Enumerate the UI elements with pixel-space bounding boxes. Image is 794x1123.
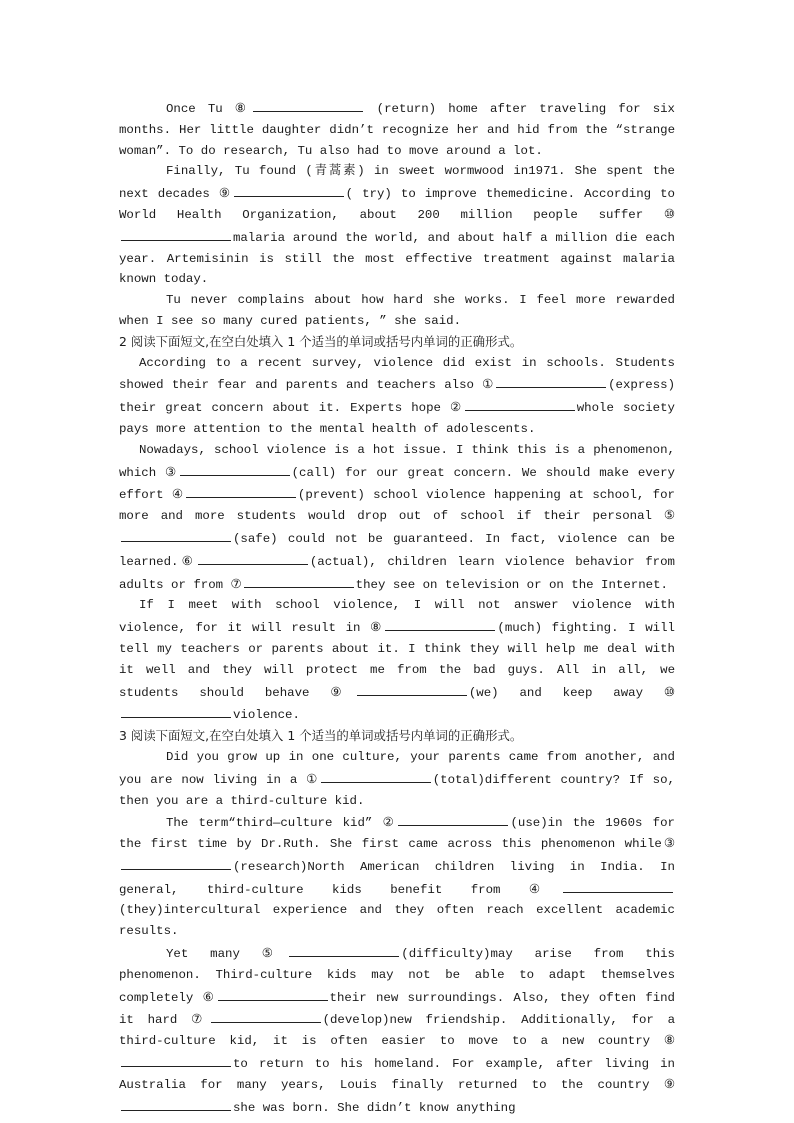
paragraph-text: she was born. She didn’t know anything [233,1100,516,1115]
paragraph-text: (they)intercultural experience and they often reach excellent academic results. [119,903,675,939]
answer-blank[interactable] [563,878,673,893]
paragraph-text: Finally, Tu found (青蒿素) in sweet wormwood in1971. She spent the next decades ⑨ [119,164,675,202]
paragraph-text: (express) their great concern about it. Experts hope ② [119,378,675,416]
answer-blank[interactable] [211,1008,321,1023]
paragraph-text: (safe) could not be guaranteed. In fact, violence can be learned.⑥ [119,531,675,569]
paragraph [119,353,675,440]
paragraph-text: (actual), children learn violence behavior from adults or from ⑦ [119,554,675,592]
answer-blank[interactable] [180,461,290,476]
paragraph-text: whole society pays more attention to the mental health of adolescents. [119,401,675,436]
paragraph-text: (develop)new friendship. Additionally, for a third-culture kid, it is often easier to move to a new country ⑧ [119,1013,676,1049]
paragraph-text: Once Tu ⑧ [166,102,251,116]
answer-blank[interactable] [398,811,508,826]
answer-blank[interactable] [289,942,399,957]
answer-blank[interactable] [121,226,231,241]
paragraph-text: Yet many ⑤ [166,947,288,962]
paragraph [119,161,675,290]
paragraph-text: The term“third—culture kid” ② [166,816,397,831]
answer-blank[interactable] [218,986,328,1001]
paragraph-text: their new surroundings. Also, they often find it hard ⑦ [119,990,675,1028]
answer-blank[interactable] [121,855,231,870]
answer-blank[interactable] [321,768,431,783]
paragraph-text: Tu never complains about how hard she works. I feel more rewarded when I see so many cured patients, ” she said. [119,293,675,328]
document-page [119,97,675,1118]
passage-2 [119,353,675,727]
paragraph-text: If I meet with school violence, I will not answer violence with violence, for it will result in ⑧ [119,598,675,636]
answer-blank[interactable] [186,483,296,498]
answer-blank[interactable] [465,396,575,411]
paragraph-text: (difficulty)may arise from this phenomenon. Third-culture kids may not be able to adapt themselves completely ⑥ [119,947,675,1005]
paragraph-text: (call) for our great concern. We should make every effort ④ [119,465,675,503]
paragraph-text: Did you grow up in one culture, your parents came from another, and you are now living in a ① [119,749,675,787]
answer-blank[interactable] [244,573,354,588]
paragraph-text: (research)North American children living in India. In general, third-culture kids benefit from ④ [119,859,675,897]
paragraph-text: (total)different country? If so, then you are a third-culture kid. [119,772,675,808]
answer-blank[interactable] [121,1096,231,1111]
paragraph [119,440,675,596]
paragraph [119,290,675,332]
answer-blank[interactable] [121,703,231,718]
paragraph-text: (use)in the 1960s for the first time by Dr.Ruth. She first came across this phenomenon while③ [119,816,675,852]
section-heading-2: 2 阅读下面短文,在空白处填入 1 个适当的单词或括号内单词的正确形式。 [119,333,523,349]
answer-blank[interactable] [253,97,363,112]
answer-blank[interactable] [496,373,606,388]
passage-3 [119,747,675,1119]
passage-1 [119,97,675,332]
paragraph-text: According to a recent survey, violence did exist in schools. Students showed their fear and parents and teachers also ① [119,355,675,393]
answer-blank[interactable] [121,1052,231,1067]
paragraph [119,747,675,811]
paragraph-text: (we) and keep away ⑩ [468,685,675,700]
paragraph-text: Nowadays, school violence is a hot issue. I think this is a phenomenon, which ③ [119,442,675,480]
paragraph [119,811,675,942]
answer-blank[interactable] [234,182,344,197]
section-heading-3: 3 阅读下面短文,在空白处填入 1 个适当的单词或括号内单词的正确形式。 [119,728,523,744]
answer-blank[interactable] [357,681,467,696]
paragraph-text: ( try) to improve themedicine. According to World Health Organization, about 200 million people suffer ⑩ [119,187,675,222]
paragraph-text: violence. [233,708,300,723]
paragraph [119,595,675,726]
paragraph-text: (return) home after traveling for six months. Her little daughter didn’t recognize her and hid from the “strange woman”. To do research, Tu also had to move around a lot. [119,102,675,158]
answer-blank[interactable] [121,527,231,542]
answer-blank[interactable] [198,550,308,565]
paragraph-text: to return to his homeland. For example, after living in Australia for many years, Louis finally returned to the country ⑨ [119,1057,675,1092]
answer-blank[interactable] [385,616,495,631]
paragraph-text: (much) fighting. I will tell my teachers or parents about it. I think they will help me deal with it well and they will protect me from the bad guys. All in all, we students should behave ⑨ [119,621,675,700]
paragraph [119,97,675,161]
paragraph [119,942,675,1118]
paragraph-text: they see on television or on the Internet. [355,577,668,592]
paragraph-text: (prevent) school violence happening at school, for more and more students would drop out of school if their personal ⑤ [119,488,675,524]
paragraph-text: malaria around the world, and about half a million die each year. Artemisinin is still the most effective treatment against malaria known today. [119,230,675,287]
